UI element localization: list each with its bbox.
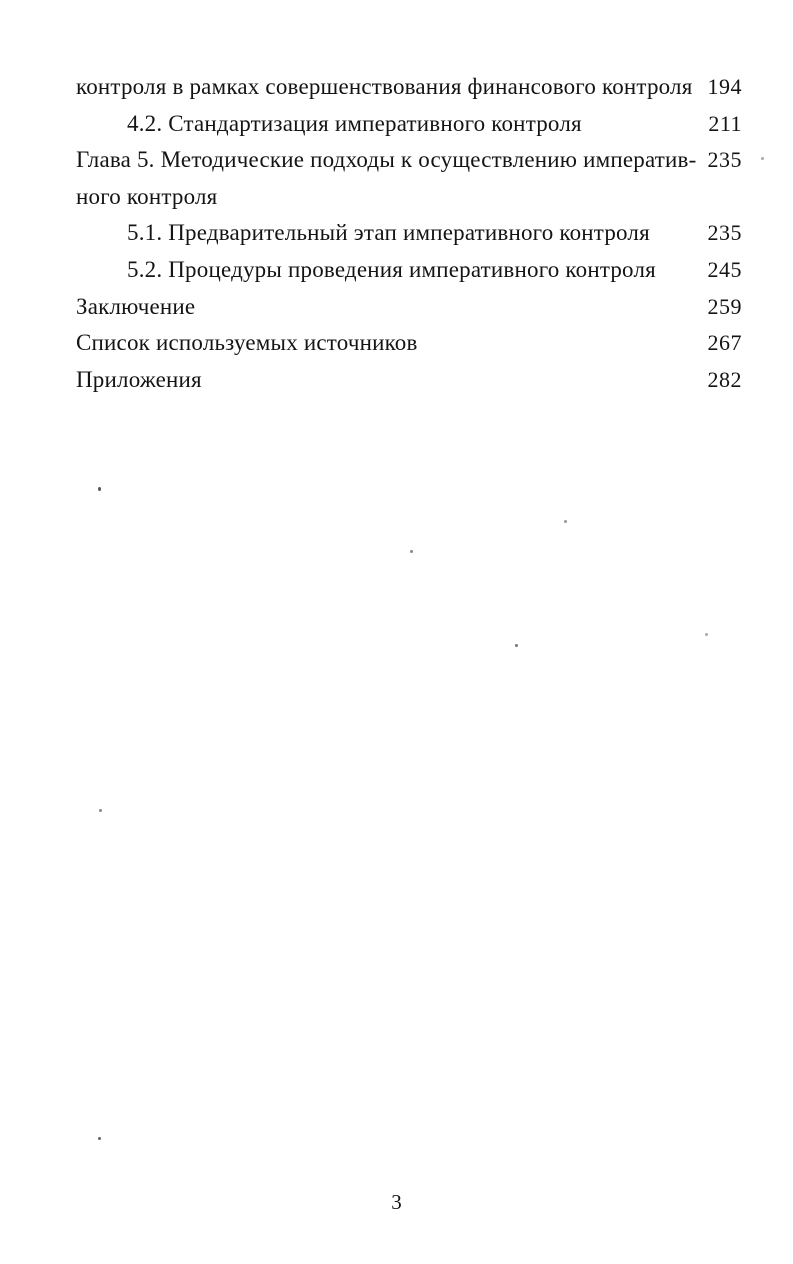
toc-entry-title: Приложения (76, 366, 202, 392)
toc-entry-title: контроля в рамках совершенствования финансового контроля (76, 74, 693, 99)
page-number: 3 (391, 1190, 402, 1214)
toc-entry (76, 142, 742, 179)
toc-entry (76, 362, 742, 399)
scan-speck (761, 157, 764, 160)
toc-entry-page-number: 267 (707, 330, 742, 356)
toc-entry-title: 5.1. Предварительный этап императивного контроля (127, 220, 650, 246)
toc-entry-title: ного контроля (76, 183, 218, 209)
scan-speck (99, 809, 102, 812)
toc-entry-page-number: 211 (708, 110, 742, 136)
toc-entry-title: 4.2. Стандартизация императивного контроля (127, 110, 582, 136)
toc-entry (76, 289, 742, 326)
toc-entry-page-number: 235 (707, 147, 742, 173)
toc-entry-page-number: 282 (707, 366, 742, 392)
toc-entry-page-number: 245 (707, 256, 742, 282)
toc-entry-page-number: 259 (707, 293, 742, 319)
toc-entry-title: Глава 5. Методические подходы к осуществлению императив- (76, 147, 696, 173)
scan-speck (98, 487, 101, 491)
toc-entry-title: 5.2. Процедуры проведения императивного контроля (127, 256, 656, 282)
toc-entry-title: Список используемых источников (76, 330, 418, 356)
toc-entry (76, 252, 742, 289)
toc-entry (76, 106, 742, 143)
scan-speck (410, 550, 413, 553)
scan-speck (564, 520, 567, 523)
toc-entry (76, 215, 742, 252)
scan-speck (98, 1137, 101, 1140)
toc-entry (76, 69, 742, 106)
scan-speck (515, 644, 518, 647)
toc-entry (76, 179, 742, 216)
toc-entry (76, 325, 742, 362)
scan-speck (705, 633, 708, 636)
table-of-contents (76, 69, 742, 398)
toc-entry-page-number: 194 (707, 74, 742, 99)
toc-entry-page-number: 235 (707, 220, 742, 246)
toc-entry-title: Заключение (76, 293, 196, 319)
